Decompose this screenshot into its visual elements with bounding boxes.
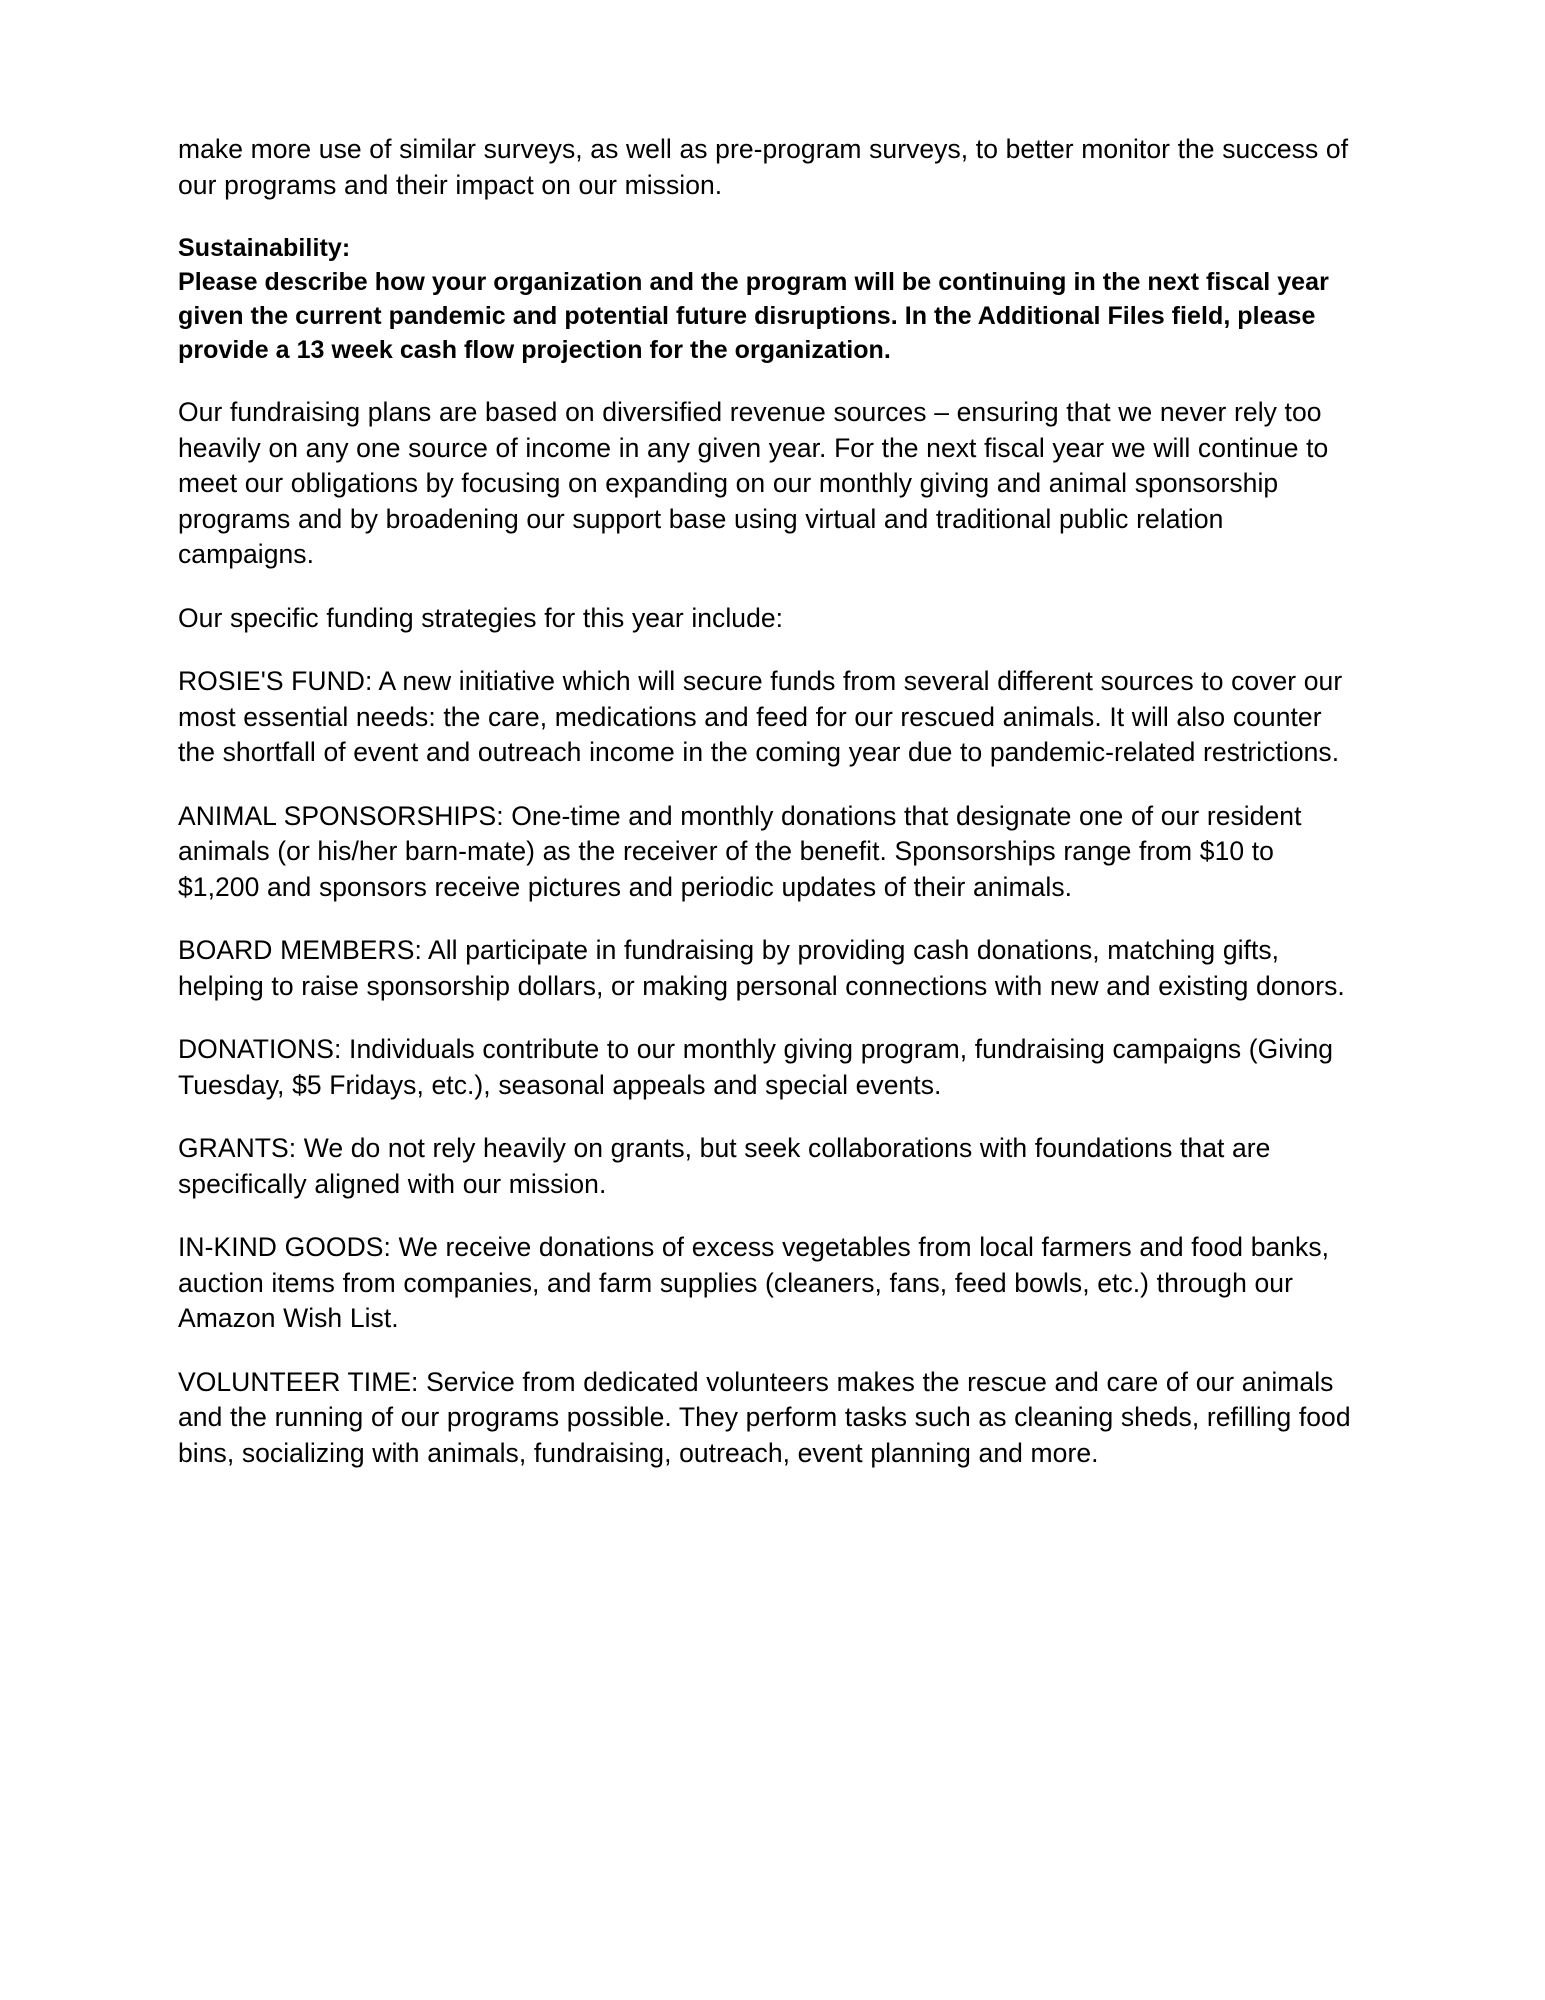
strategy-board-members: BOARD MEMBERS: All participate in fundraising by providing cash donations, matching gifts, helping to raise sponsorship dollars, or making personal connections with new and existing donors. [178, 935, 1345, 1001]
intro-paragraph: make more use of similar surveys, as well as pre-program surveys, to better monitor the success of our programs and their impact on our mission. [178, 134, 1349, 200]
sustainability-section [178, 231, 1360, 367]
sustainability-prompt: Please describe how your organization and the program will be continuing in the next fiscal year given the current pandemic and potential future disruptions. In the Additional Files field, please provide a 13 week cash flow projection for the organization. [178, 268, 1329, 364]
strategy-volunteer-time: VOLUNTEER TIME: Service from dedicated volunteers makes the rescue and care of our animals and the running of our programs possible. They perform tasks such as cleaning sheds, refilling food bins, socializing with animals, fundraising, outreach, event planning and more. [178, 1366, 1351, 1468]
strategy-animal-sponsorships: ANIMAL SPONSORSHIPS: One-time and monthly donations that designate one of our resident animals (or his/her barn-mate) as the receiver of the benefit. Sponsorships range from $10 to $1,200 and sponsors receive pictures and periodic updates of their animals. [178, 800, 1302, 902]
strategy-in-kind-goods: IN-KIND GOODS: We receive donations of excess vegetables from local farmers and food banks, auction items from companies, and farm supplies (cleaners, fans, feed bowls, etc.) through our Amazon Wish List. [178, 1232, 1330, 1333]
sustainability-heading: Sustainability: [178, 234, 351, 262]
document-body [178, 132, 1360, 1471]
strategy-rosies-fund: ROSIE'S FUND: A new initiative which will secure funds from several different sources to cover our most essential needs: the care, medications and feed for our rescued animals. It will also counter the shortfall of event and outreach income in the coming year due to pandemic-related restrictions. [178, 666, 1343, 767]
strategy-grants: GRANTS: We do not rely heavily on grants, but seek collaborations with foundations that are specifically aligned with our mission. [178, 1133, 1271, 1199]
strategies-lead-in: Our specific funding strategies for this year include: [178, 602, 784, 633]
fundraising-plans-paragraph: Our fundraising plans are based on diversified revenue sources – ensuring that we never rely too heavily on any one source of income in any given year. For the next fiscal year we will continue to meet our obligations by focusing on expanding on our monthly giving and animal sponsorship programs and by broadening our support base using virtual and traditional public relation campaigns. [178, 397, 1329, 569]
strategy-donations: DONATIONS: Individuals contribute to our monthly giving program, fundraising campaigns (Giving Tuesday, $5 Fridays, etc.), seasonal appeals and special events. [178, 1034, 1334, 1100]
